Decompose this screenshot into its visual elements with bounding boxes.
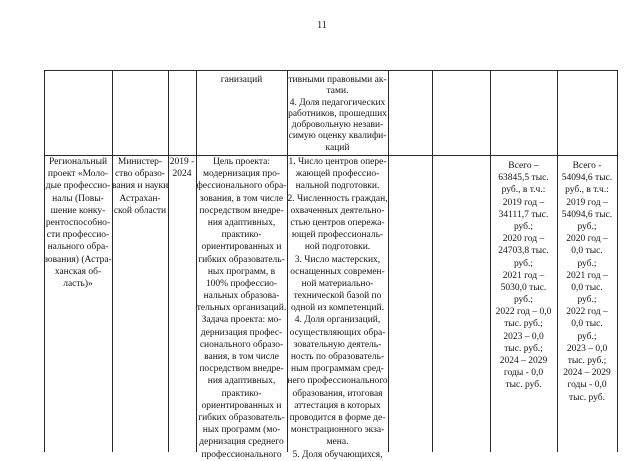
cell-text-line: одной из компетенций. — [291, 303, 384, 314]
cell-text-line: модернизация про- — [202, 169, 281, 180]
cell-text-line: охваченных деятельно- — [290, 205, 385, 216]
cell-text-line: нальных образова- — [203, 291, 280, 302]
cell-text-line: ных программ (мо- — [202, 425, 281, 436]
cell-text-line: ориентированных и — [201, 242, 282, 253]
cell-text-line: сионального образо- — [199, 339, 284, 350]
cell-text-line: 2022 год – — [566, 307, 608, 318]
cell-text-line: добровольную незави- — [291, 120, 384, 131]
cell-text-line: него профессионального — [287, 376, 388, 387]
cell-text-line: 0,0 тыс. — [571, 282, 603, 293]
cell-text-line: ской области — [113, 205, 167, 216]
cell-text-line: Цель проекта: — [212, 157, 271, 167]
goals-tasks-cell — [196, 156, 287, 461]
cell-text-line: дернизация среднего — [199, 437, 284, 448]
cell-text-line: тыс. руб.; — [567, 356, 607, 366]
cell-text-line: Министер- — [117, 157, 163, 167]
table-column-divider — [112, 70, 113, 452]
cell-text-line: 5. Доля обучающихся, — [292, 449, 383, 460]
cell-text-line: 2021 год – — [566, 270, 608, 281]
cell-text-line: ния адаптивных, — [207, 217, 276, 228]
cell-text-line: дернизация профес- — [200, 327, 283, 338]
cell-text-line: 5030,0 тыс. — [500, 282, 547, 293]
cell-text-line: 0,0 тыс. — [571, 319, 603, 330]
table-border-top — [44, 70, 618, 71]
cell-text-line: 0,0 тыс. — [571, 246, 603, 257]
cell-text-line: 2024 – 2029 — [563, 368, 611, 379]
cell-text-line: профессионального — [201, 449, 282, 460]
cell-text-line: ганизаций — [220, 75, 263, 85]
cell-text-line: руб.; — [577, 221, 597, 232]
cell-text-line: практико- — [221, 230, 262, 241]
cell-text-line: симую оценку квалифи- — [288, 131, 387, 142]
cell-text-line: проводится в форме де- — [289, 412, 386, 423]
cell-text-line: посредством внедре- — [199, 364, 284, 375]
cell-text-line: налы (Повы- — [52, 193, 104, 204]
cell-text-line: тивными правовыми ак- — [288, 75, 387, 85]
cell-text-line: 2. Численность граждан, — [287, 193, 388, 204]
row1-indicators-cell — [287, 75, 388, 154]
table-column-divider — [388, 70, 389, 452]
cell-text-line: ния адаптивных, — [207, 376, 276, 387]
table-column-divider — [432, 70, 433, 452]
cell-text-line: 2023 – 0,0 — [566, 343, 608, 354]
cell-text-line: зования, в том числе — [199, 193, 284, 204]
cell-text-line: монстрационного экза- — [290, 425, 385, 436]
cell-text-line: жающей профессио- — [295, 169, 380, 180]
cell-text-line: 3. Число мастерских, — [294, 254, 381, 265]
cell-text-line: 2020 год – — [502, 234, 545, 245]
period-cell — [168, 156, 196, 180]
cell-text-line: ство образо- — [114, 169, 166, 180]
cell-text-line: шение конку- — [50, 205, 106, 216]
cell-text-line: 54094,6 тыс. — [561, 173, 613, 184]
cell-text-line: 4. Доля педагогических — [289, 97, 386, 108]
cell-text-line: каций — [325, 142, 350, 153]
cell-text-line: руб.; — [577, 258, 597, 269]
cell-text-line: Всего – — [508, 161, 539, 171]
cell-text-line: образования, итоговая — [292, 388, 383, 399]
cell-text-line: технической базой по — [293, 291, 382, 302]
cell-text-line: руб.; — [577, 295, 597, 306]
cell-text-line: руб.; — [577, 331, 597, 342]
indicators-cell — [287, 156, 388, 461]
cell-text-line: тельных организаций. — [196, 303, 287, 314]
cell-text-line: посредством внедре- — [199, 205, 284, 216]
cell-text-line: гибких образователь- — [198, 412, 285, 423]
project-name-cell — [44, 156, 112, 290]
cell-text-line: руб., в т.ч.: — [501, 185, 546, 196]
cell-text-line: тами. — [326, 86, 349, 97]
cell-text-line: ханская об- — [54, 266, 102, 277]
cell-text-line: годы - 0,0 — [567, 380, 607, 391]
cell-text-line: аттестация в которых — [294, 400, 381, 411]
cell-text-line: 34111,7 тыс. — [498, 209, 549, 220]
cell-text-line: вания и науки — [112, 181, 169, 192]
page-number: 11 — [317, 20, 327, 31]
cell-text-line: практико- — [221, 388, 262, 399]
cell-text-line: ной подготовки. — [304, 242, 371, 253]
table-column-divider — [168, 70, 169, 452]
table-border-right — [617, 70, 618, 452]
cell-text-line: зовательную деятель- — [293, 339, 382, 350]
cell-text-line: руб.; — [513, 295, 534, 306]
cell-text-line: осуществляющих обра- — [289, 327, 386, 338]
cell-text-line: тыс. руб. — [505, 380, 542, 391]
cell-text-line: 100% профессио- — [205, 278, 278, 289]
cell-text-line: тыс. руб.; — [504, 319, 543, 330]
cell-text-line: годы - 0,0 — [503, 368, 544, 379]
cell-text-line: 63845,5 тыс. — [498, 173, 549, 184]
cell-text-line: 2019 - — [169, 157, 195, 167]
cell-text-line: 1. Число центров опере- — [288, 157, 387, 167]
cell-text-line: дые профессио- — [45, 181, 111, 192]
cell-text-line: ным программам сред- — [291, 364, 384, 375]
cell-text-line: ориентированных и — [201, 400, 282, 411]
cell-text-line: сти профессио- — [46, 230, 110, 241]
row1-goals-tasks-cell — [196, 75, 287, 86]
cell-text-line: 2019 год – — [566, 197, 608, 208]
cell-text-line: 2024 — [172, 169, 192, 180]
cell-text-line: Задача проекта: мо- — [201, 315, 282, 326]
cell-text-line: Всего - — [572, 161, 602, 171]
cell-text-line: 2020 год – — [566, 234, 608, 245]
cell-text-line: руб.; — [513, 221, 534, 232]
cell-text-line: вания, в том числе — [204, 352, 279, 362]
executor-cell — [112, 156, 168, 217]
cell-text-line: оснащенных современ- — [290, 266, 385, 277]
cell-text-line: работников, прошедших — [288, 108, 387, 119]
cell-text-line: 24703,8 тыс. — [498, 246, 549, 257]
cell-text-line: 4. Доля организаций, — [294, 315, 381, 326]
cell-text-line: руб.; — [513, 258, 534, 269]
cell-text-line: руб., в т.ч.: — [565, 185, 609, 196]
funding-other-cell — [557, 160, 617, 404]
cell-text-line: ной материально- — [301, 278, 374, 289]
cell-text-line: зования) (Астра- — [44, 254, 112, 265]
cell-text-line: рентоспособно- — [45, 217, 111, 228]
cell-text-line: 2023 – 0,0 — [503, 331, 544, 342]
cell-text-line: тыс. руб.; — [504, 343, 543, 354]
funding-total-cell — [490, 160, 557, 392]
cell-text-line: 2019 год – — [502, 197, 545, 208]
cell-text-line: фессионального обра- — [196, 181, 287, 192]
cell-text-line: Региональный — [48, 157, 108, 167]
cell-text-line: нальной подготовки. — [295, 181, 380, 192]
cell-text-line: 2022 год – 0,0 — [495, 307, 552, 318]
cell-text-line: ласть)» — [63, 278, 93, 289]
cell-text-line: 2024 – 2029 — [499, 356, 548, 366]
cell-text-line: мена. — [326, 437, 349, 448]
cell-text-line: нального обра- — [47, 242, 109, 253]
cell-text-line: ющей профессиональ- — [291, 230, 384, 241]
cell-text-line: ность по образователь- — [290, 352, 385, 362]
cell-text-line: гибких образователь- — [198, 254, 285, 265]
cell-text-line: проект «Моло- — [47, 169, 109, 180]
cell-text-line: тыс. руб. — [569, 392, 605, 403]
cell-text-line: Астрахан- — [119, 193, 161, 204]
cell-text-line: ных программ, в — [207, 266, 276, 277]
cell-text-line: 2021 год – — [502, 270, 545, 281]
cell-text-line: стью центров опережа- — [290, 217, 385, 228]
cell-text-line: 54094,6 тыс. — [561, 209, 613, 220]
